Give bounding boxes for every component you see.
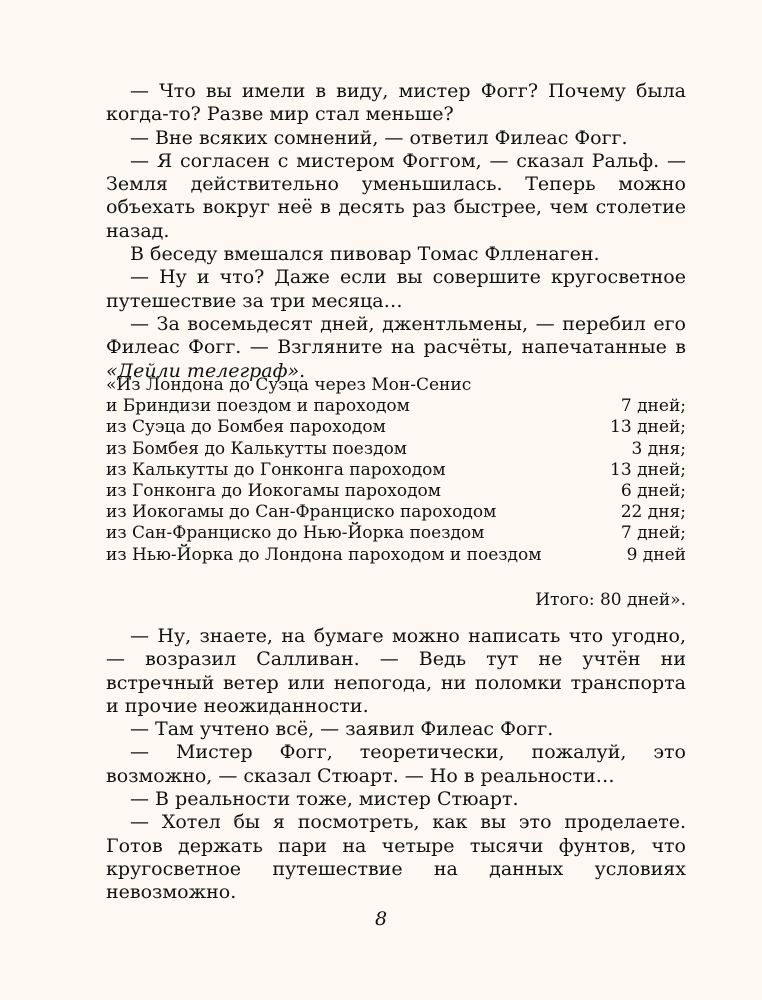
paragraph: — Вне всяких сомнений, — ответил Филеас Фогг. (130, 126, 628, 149)
paragraph: — Хотел бы я посмотреть, как вы это проделаете. Готов держать пари на четыре тысячи фунтов, что кругосветное путешествие на данных условиях невозможно. (106, 811, 686, 904)
route-row (106, 545, 686, 566)
route-row (106, 502, 686, 523)
route-table (106, 375, 686, 566)
route-days: 6 дней; (620, 481, 686, 502)
route-row (106, 417, 686, 438)
paragraph: — Ну и что? Даже если вы совершите кругосветное путешествие за три месяца… (106, 266, 686, 312)
route-days: 9 дней (626, 544, 686, 565)
route-row (106, 396, 686, 417)
route-leg: из Бомбея до Калькутты поездом (106, 438, 408, 459)
route-leg: из Нью-Йорка до Лондона пароходом и поездом (106, 544, 542, 565)
route-row (106, 460, 686, 481)
paragraph: — Что вы имели в виду, мистер Фогг? Почему была когда-то? Разве мир стал меньше? (106, 80, 686, 126)
dialogue-bottom (106, 625, 686, 905)
route-days: 13 дней; (610, 459, 686, 480)
page-number: 8 (374, 908, 388, 930)
route-leg: из Сан-Франциско до Нью-Йорка поездом (106, 523, 485, 544)
paragraph: — В реальности тоже, мистер Стюарт. (130, 788, 519, 811)
route-leg: из Иокогамы до Сан-Франциско пароходом (106, 502, 497, 523)
paragraph: — Там учтено всё, — заявил Филеас Фогг. (130, 718, 554, 741)
route-days: 3 дня; (631, 438, 686, 459)
route-leg: и Бриндизи поездом и пароходом (106, 396, 410, 417)
route-table-first-line: «Из Лондона до Суэца через Мон-Сенис (106, 375, 472, 395)
route-days: 7 дней; (620, 523, 686, 544)
route-days: 22 дня; (620, 502, 686, 523)
paragraph-with-citation (106, 313, 686, 383)
paragraph-text-end: . (299, 359, 306, 382)
paragraph: В беседу вмешался пивовар Томас Флленаген. (130, 243, 600, 266)
route-leg: из Гонконга до Иокогамы пароходом (106, 481, 442, 502)
route-days: 13 дней; (610, 417, 686, 438)
paragraph: — Мистер Фогг, теоретически, пожалуй, это возможно, — сказал Стюарт. — Но в реальности… (106, 741, 686, 787)
paragraph: — Я согласен с мистером Фоггом, — сказал Ральф. — Земля действительно уменьшилась. Теперь можно объехать вокруг неё в десять раз быстрее, чем столетие назад. (106, 149, 686, 242)
route-row (106, 523, 686, 544)
paragraph-text: — За восемьдесят дней, джентльмены, — перебил его Филеас Фогг. — Взгляните на расчёты, напечатанные в (106, 312, 686, 359)
route-leg: из Калькутты до Гонконга пароходом (106, 459, 446, 480)
newspaper-title: «Дейли телеграф» (106, 359, 300, 382)
route-row (106, 439, 686, 460)
route-days: 7 дней; (620, 396, 686, 417)
paragraph: — Ну, знаете, на бумаге можно написать что угодно, — возразил Салливан. — Ведь тут не учтён ни встречный ветер или непогода, ни поломки транспорта и прочие неожиданности. (106, 625, 686, 717)
route-leg: из Суэца до Бомбея пароходом (106, 417, 386, 438)
dialogue-top (106, 80, 686, 383)
route-total: Итого: 80 дней». (535, 590, 686, 610)
route-row (106, 481, 686, 502)
